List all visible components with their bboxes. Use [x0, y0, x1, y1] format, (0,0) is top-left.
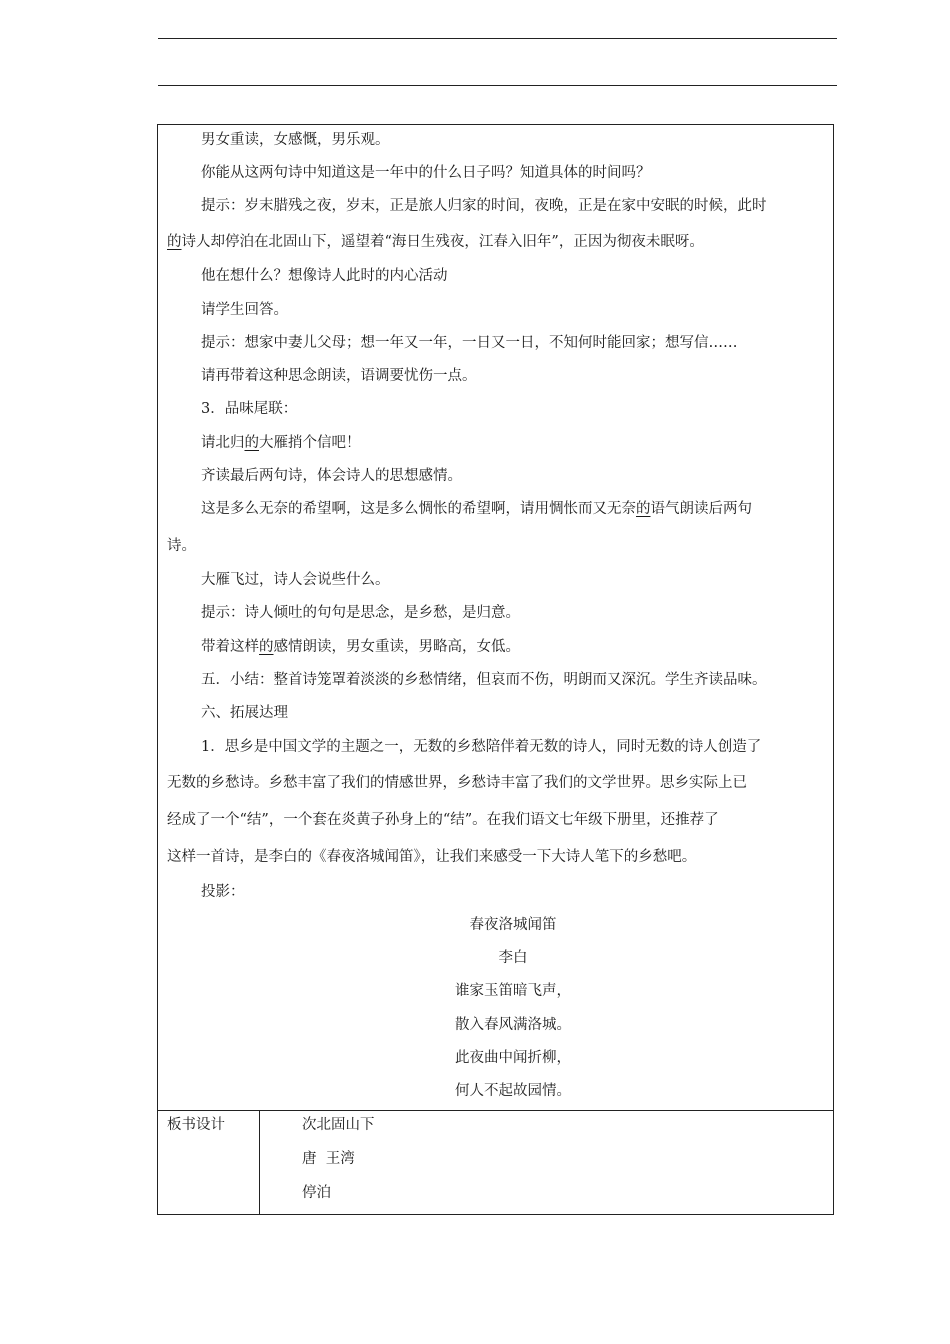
board-line: 唐 王湾: [302, 1151, 355, 1167]
section-heading: 六、拓展达理: [201, 705, 288, 721]
paragraph: 男女重读，女感慨，男乐观。: [201, 132, 390, 148]
underlined-text: 的: [636, 501, 651, 517]
paragraph: 提示：诗人倾吐的句句是思念，是乡愁，是归意。: [201, 605, 520, 621]
text-run: 这是多么无奈的希望啊，这是多么惆怅的希望啊，请用惆怅而又无奈: [201, 501, 636, 517]
text-run: 带着这样: [201, 639, 259, 655]
board-line: 次北固山下: [302, 1117, 375, 1133]
paragraph: 他在想什么？想像诗人此时的内心活动: [201, 268, 448, 284]
board-design-content-cell: [260, 1110, 833, 1214]
text-run: 请北归: [201, 435, 245, 451]
text-run: 感情朗读，男女重读，男略高，女低。: [273, 639, 520, 655]
poem-author: 李白: [498, 950, 528, 966]
underlined-text: 的: [244, 435, 259, 451]
poem-title: 春夜洛城闻笛: [469, 917, 557, 933]
paragraph: [201, 637, 520, 657]
section-heading: 3．品味尾联：: [201, 401, 298, 417]
lesson-table: [157, 124, 834, 1215]
underlined-text: 的: [167, 234, 182, 250]
text-run: 诗人却停泊在北固山下，遥望着“海日生残夜，江春入旧年”，正因为彻夜未眠呀。: [181, 234, 704, 250]
summary-paragraph: 五．小结：整首诗笼罩着淡淡的乡愁情绪，但哀而不伤，明朗而又深沉。学生齐读品味。: [201, 672, 767, 688]
poem-line: 散入春风满洛城。: [455, 1017, 571, 1033]
poem-line: 谁家玉笛暗飞声，: [455, 983, 571, 999]
paragraph: 提示：想家中妻儿父母；想一年又一年，一日又一日，不知何时能回家；想写信……: [201, 335, 738, 351]
paragraph: 你能从这两句诗中知道这是一年中的什么日子吗？知道具体的时间吗？: [201, 165, 651, 181]
underlined-text: 的: [259, 639, 274, 655]
paragraph: [167, 232, 704, 252]
paragraph: 无数的乡愁诗。乡愁丰富了我们的情感世界，乡愁诗丰富了我们的文学世界。思乡实际上已: [167, 775, 747, 791]
paragraph: 请再带着这种思念朗读，语调要忧伤一点。: [201, 368, 477, 384]
paragraph: 这样一首诗，是李白的《春夜洛城闻笛》，让我们来感受一下大诗人笔下的乡愁吧。: [167, 849, 697, 865]
board-design-label: 板书设计: [167, 1117, 225, 1133]
header-rule-top: [158, 38, 837, 39]
paragraph: 经成了一个“结”，一个套在炎黄子孙身上的“结”。在我们语文七年级下册里，还推荐了: [167, 812, 719, 828]
text-run: 语气朗读后两句: [650, 501, 752, 517]
paragraph: 诗。: [167, 538, 196, 554]
teaching-process-cell: [158, 125, 833, 1111]
paragraph: 投影：: [201, 884, 245, 900]
paragraph: 齐读最后两句诗，体会诗人的思想感情。: [201, 468, 462, 484]
board-line: 停泊: [302, 1185, 331, 1201]
header-rule-bottom: [158, 85, 837, 86]
board-design-label-cell: [158, 1110, 260, 1214]
poem-line: 何人不起故园情。: [455, 1083, 571, 1099]
paragraph: [201, 499, 752, 519]
paragraph: 1．思乡是中国文学的主题之一，无数的乡愁陪伴着无数的诗人，同时无数的诗人创造了: [201, 739, 762, 755]
paragraph: 提示：岁末腊残之夜，岁末，正是旅人归家的时间，夜晚，正是在家中安眠的时候，此时: [201, 198, 767, 214]
paragraph: 大雁飞过，诗人会说些什么。: [201, 572, 390, 588]
paragraph: 请学生回答。: [201, 302, 288, 318]
poem-line: 此夜曲中闻折柳，: [455, 1050, 571, 1066]
paragraph: [201, 433, 361, 453]
text-run: 大雁捎个信吧！: [259, 435, 361, 451]
